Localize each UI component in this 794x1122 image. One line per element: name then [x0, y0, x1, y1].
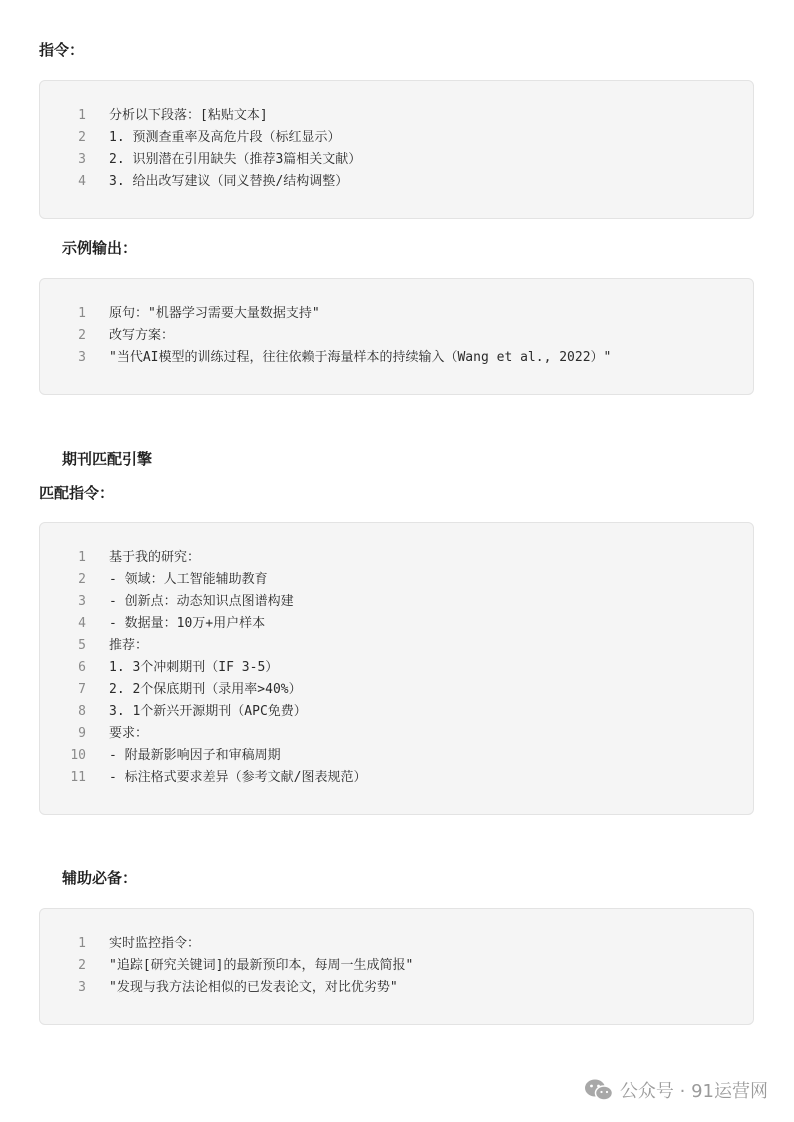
line-text: 1. 3个冲刺期刊（IF 3-5） — [109, 660, 279, 675]
line-number: 4 — [78, 174, 86, 189]
line-text: - 附最新影响因子和审稿周期 — [109, 748, 281, 763]
line-text: - 数据量：10万+用户样本 — [109, 616, 266, 631]
line-number: 10 — [70, 748, 86, 763]
line-number: 6 — [78, 660, 86, 675]
section-heading-instructions: 指令： — [39, 41, 85, 59]
code-line — [40, 171, 753, 193]
line-text: 3. 给出改写建议（同义替换/结构调整） — [109, 174, 349, 189]
line-text: - 领域：人工智能辅助教育 — [109, 572, 268, 587]
code-line — [40, 613, 753, 635]
line-number: 2 — [78, 130, 86, 145]
line-number: 11 — [70, 770, 86, 785]
wechat-icon — [584, 1078, 614, 1102]
line-text: 3. 1个新兴开源期刊（APC免费） — [109, 704, 307, 719]
line-number: 2 — [78, 572, 86, 587]
code-line — [40, 635, 753, 657]
line-number: 5 — [78, 638, 86, 653]
line-text: "追踪[研究关键词]的最新预印本，每周一生成简报" — [109, 958, 414, 973]
section-heading-auxiliary: 辅助必备： — [62, 869, 138, 887]
line-text: 改写方案： — [109, 328, 175, 343]
line-number: 2 — [78, 328, 86, 343]
line-number: 3 — [78, 980, 86, 995]
line-text: 分析以下段落：[粘贴文本] — [109, 108, 268, 123]
code-line — [40, 105, 753, 127]
line-number: 1 — [78, 550, 86, 565]
line-number: 4 — [78, 616, 86, 631]
line-text: 基于我的研究： — [109, 550, 201, 565]
line-text: 实时监控指令： — [109, 936, 201, 951]
code-line — [40, 149, 753, 171]
line-text: - 标注格式要求差异（参考文献/图表规范） — [109, 770, 367, 785]
line-number: 3 — [78, 350, 86, 365]
code-block-example-output — [39, 278, 754, 395]
line-text: 要求： — [109, 726, 149, 741]
code-line — [40, 347, 753, 369]
line-text: "当代AI模型的训练过程，往往依赖于海量样本的持续输入（Wang et al., 2022）" — [109, 350, 612, 365]
line-number: 7 — [78, 682, 86, 697]
line-text: 1. 预测查重率及高危片段（标红显示） — [109, 130, 341, 145]
code-line — [40, 745, 753, 767]
code-line — [40, 933, 753, 955]
code-line — [40, 679, 753, 701]
line-number: 1 — [78, 108, 86, 123]
section-title-journal-engine: 期刊匹配引擎 — [62, 450, 153, 468]
watermark-text: 公众号 · 91运营网 — [619, 1081, 768, 1102]
code-block-instructions — [39, 80, 754, 219]
code-line — [40, 723, 753, 745]
code-line — [40, 303, 753, 325]
code-line — [40, 547, 753, 569]
line-text: - 创新点：动态知识点图谱构建 — [109, 594, 294, 609]
code-line — [40, 591, 753, 613]
line-number: 3 — [78, 152, 86, 167]
section-heading-example-output: 示例输出： — [62, 239, 138, 257]
code-line — [40, 701, 753, 723]
line-number: 8 — [78, 704, 86, 719]
line-number: 1 — [78, 306, 86, 321]
code-line — [40, 955, 753, 977]
code-line — [40, 325, 753, 347]
line-text: 推荐： — [109, 638, 149, 653]
line-text: 原句："机器学习需要大量数据支持" — [109, 306, 320, 321]
code-block-auxiliary — [39, 908, 754, 1025]
line-text: 2. 2个保底期刊（录用率>40%） — [109, 682, 302, 697]
code-line — [40, 977, 753, 999]
code-line — [40, 127, 753, 149]
code-line — [40, 767, 753, 789]
code-block-match-instructions — [39, 522, 754, 815]
line-number: 2 — [78, 958, 86, 973]
line-number: 3 — [78, 594, 86, 609]
section-heading-match-instructions: 匹配指令： — [39, 484, 115, 502]
watermark — [584, 1077, 768, 1103]
line-text: 2. 识别潜在引用缺失（推荐3篇相关文献） — [109, 152, 362, 167]
line-text: "发现与我方法论相似的已发表论文，对比优劣势" — [109, 980, 398, 995]
code-line — [40, 569, 753, 591]
line-number: 9 — [78, 726, 86, 741]
line-number: 1 — [78, 936, 86, 951]
code-line — [40, 657, 753, 679]
